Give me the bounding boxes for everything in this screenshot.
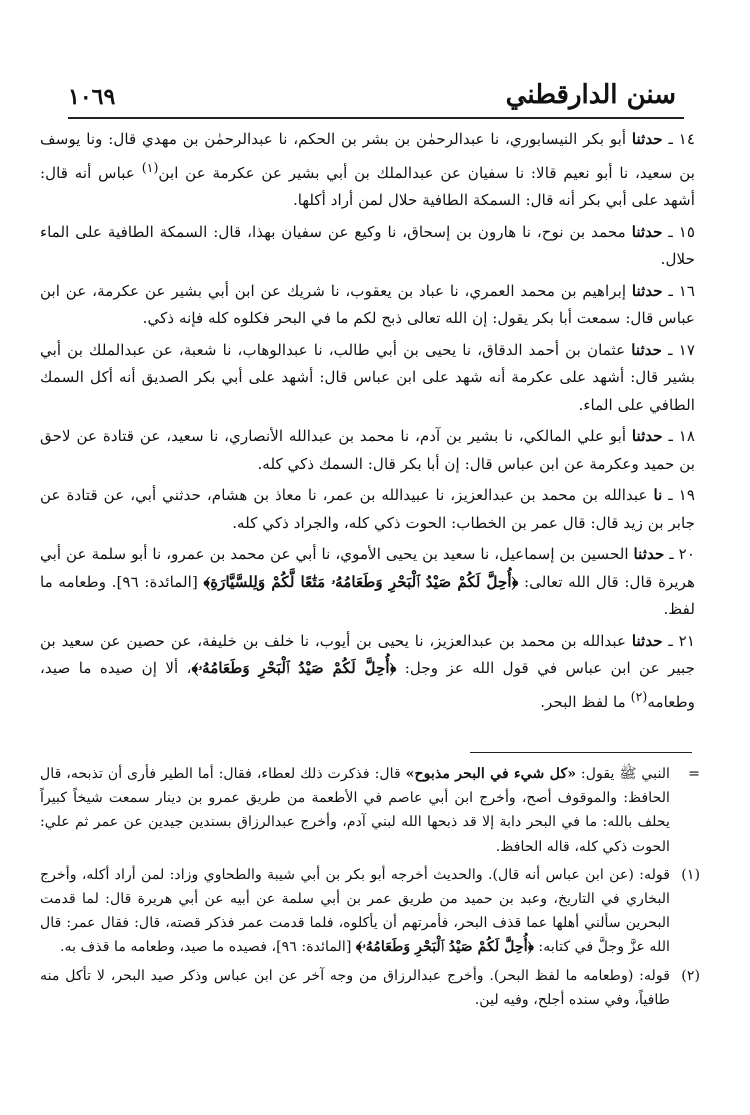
footnote-quote: «كل شيء في البحر مذبوح»	[405, 766, 577, 782]
hadith-text: عباس أنه قال: أشهد على أبي بكر أنه قال: السمكة الطافية حلال لمن أراد أكلها.	[40, 163, 695, 210]
hadith-keyword: حدثنا	[633, 545, 665, 564]
hadith-19: ١٩ ـ نا عبدالله بن محمد بن عبدالعزيز، نا عبيدالله بن عمر، نا معاذ بن هشام، حدثني أبي، عن قتادة عن جابر بن زيد قال: قال عمر بن الخطاب: الحوت ذكي كله، والجراد ذكي كله.	[40, 486, 695, 532]
hadith-number: ٢٠	[678, 545, 695, 564]
hadith-number: ١٤	[678, 130, 695, 148]
hadith-17: ١٧ ـ حدثنا عثمان بن أحمد الدقاق، نا يحيى بن أبي طالب، نا عبدالوهاب، نا شعبة، عن عبدالملك بن أبي بشير قال: أشهد على عكرمة أنه شهد على ابن عباس قال: أشهد على أبي بكر الصديق أنه أكل السمك الطافي على الماء.	[40, 340, 695, 414]
footnote-marker: =	[688, 766, 700, 782]
footnotes	[40, 762, 700, 1016]
quran-verse: ﴿أُحِلَّ لَكُمْ صَيْدُ ٱلْبَحْرِ وَطَعَامُهُۥ﴾	[355, 939, 534, 956]
hadith-20: ٢٠ ـ حدثنا الحسين بن إسماعيل، نا سعيد بن يحيى الأموي، نا أبي عن محمد بن عمرو، نا أبو سلمة عن أبي هريرة قال: قال الله تعالى: ﴿أُحِلَّ لَكُمْ صَيْدُ ٱلْبَحْرِ وَطَعَامُهُۥ مَتَٰعًا لَّكُمْ وَلِلسَّيَّارَةِ﴾ [المائدة: ٩٦]. وطعامه ما لفظ.	[40, 545, 696, 619]
hadith-number: ١٥	[678, 222, 696, 241]
hadith-18: ١٨ ـ حدثنا أبو علي المالكي، نا بشير بن آدم، نا محمد بن عبدالله الأنصاري، نا سعيد، عن قتادة عن لاحق بن حميد وعكرمة عن ابن عباس قال: إن أبا بكر قال: السمك ذكي كله.	[40, 427, 696, 473]
hadith-text: عبدالله بن محمد بن عبدالعزيز، نا عبيدالله بن عمر، نا معاذ بن هشام، حدثني أبي، عن قتادة عن جابر بن زيد قال: قال عمر بن الخطاب: الحوت ذكي كله، والجراد ذكي كله.	[40, 486, 695, 532]
hadith-text: محمد بن نوح، نا هارون بن إسحاق، نا وكيع عن سفيان بهذا، قال: السمكة الطافية على الماء حلال.	[40, 222, 695, 269]
hadith-text: [المائدة: ٩٦]. وطعامه ما لفظ.	[40, 572, 695, 619]
hadith-number: ١٩	[678, 486, 695, 505]
hadith-text: عثمان بن أحمد الدقاق، نا يحيى بن أبي طالب، نا عبدالوهاب، نا شعبة، عن عبدالملك بن أبي بشير قال: أشهد على عكرمة أنه شهد على ابن عباس قال: أشهد على أبي بكر الصديق أنه أكل السمك الطافي على الماء.	[40, 340, 695, 414]
quran-verse: ﴿أُحِلَّ لَكُمْ صَيْدُ ٱلْبَحْرِ وَطَعَامُهُۥ مَتَٰعًا لَّكُمْ وَلِلسَّيَّارَةِ﴾	[203, 572, 519, 591]
hadith-text: أبو بكر النيسابوري، نا عبدالرحمٰن بن بشر بن الحكم، نا عبدالرحمٰن بن مهدي قال: ونا يوسف بن سعيد، نا أبو نعيم قالا: نا سفيان عن عبدالملك بن أبي بشير عن عكرمة عن ابن	[40, 130, 695, 182]
hadith-keyword: حدثنا	[631, 130, 663, 148]
hadith-number: ٢١	[678, 631, 695, 650]
hadith-text: أبو علي المالكي، نا بشير بن آدم، نا محمد بن عبدالله الأنصاري، نا سعيد، عن قتادة عن لاحق بن حميد وعكرمة عن ابن عباس قال: إن أبا بكر قال: السمك ذكي كله.	[40, 427, 695, 473]
footnote-marker: (٢)	[681, 967, 700, 984]
footnote-continued	[40, 762, 700, 859]
hadith-number: ١٨	[678, 427, 696, 446]
hadith-text: إبراهيم بن محمد العمري، نا عباد بن يعقوب، نا شريك عن ابن أبي بشير عن عكرمة، عن ابن عباس قال: سمعت أبا بكر يقول: إن الله تعالى ذبح لكم ما في البحر فكلوه كله فإنه ذكي.	[40, 281, 695, 328]
footnote-text: النبي ﷺ يقول:	[576, 766, 670, 782]
footnote-ref: (٢)	[630, 688, 648, 704]
hadith-keyword: نا	[653, 486, 663, 505]
hadith-14: ١٤ ـ حدثنا أبو بكر النيسابوري، نا عبدالرحمٰن بن بشر بن الحكم، نا عبدالرحمٰن بن مهدي قال: ونا يوسف بن سعيد، نا أبو نعيم قالا: نا سفيان عن عبدالملك بن أبي بشير عن عكرمة عن ابن$^{(١)}$ عباس أنه قال: أشهد على أبي بكر أنه قال: السمكة الطافية حلال لمن أراد أكلها.	[40, 130, 695, 210]
hadith-number: ١٦	[678, 281, 696, 300]
footnote-ref: (١)	[141, 159, 159, 175]
hadith-keyword: حدثنا	[631, 222, 663, 241]
footnote-separator	[470, 752, 692, 753]
footnote-text: قوله: (عن ابن عباس أنه قال). والحديث أخرجه أبو بكر بن أبي شيبة والطحاوي وزاد: لمن أراد أكله، وأخرج البخاري في التاريخ، وعبد بن حميد من طريق عمر بن أبي سلمة عن أبيه عن أبي هريرة قال: لما قدمت البحرين سألني أهلها عما قذف البحر، فأمرتهم أن يأكلوه، فلما قدمت عمر فذكر قصته، قال: فقال عمر: قال الله عزَّ وجلَّ في كتابه:	[40, 866, 670, 956]
page-number: ١٠٦٩	[68, 84, 116, 110]
hadith-21: ٢١ ـ حدثنا عبدالله بن محمد بن عبدالعزيز، نا يحيى بن أيوب، نا خلف بن خليفة، عن حصين عن سعيد بن جبير عن ابن عباس في قول الله عز وجل: ﴿أُحِلَّ لَكُمْ صَيْدُ ٱلْبَحْرِ وَطَعَامُهُۥ﴾، ألا إن صيده ما صيد، وطعامه$^{(٢)}$ ما لفظ البحر.	[40, 631, 695, 711]
hadith-text: ما لفظ البحر.	[540, 692, 631, 711]
hadith-keyword: حدثنا	[631, 281, 663, 300]
footnote-marker: (١)	[681, 866, 700, 883]
footnote-text: قوله: (وطعامه ما لفظ البحر). وأخرج عبدالرزاق من وجه آخر عن ابن عباس وذكر صيد البحر، لا تأكل منه طافياً، وفي سنده أجلح، وفيه لين.	[40, 967, 670, 1008]
running-title: سنن الدارقطني	[505, 80, 676, 110]
footnote-text: قال: فذكرت ذلك لعطاء، فقال: أما الطير فأرى أن تذبحه، قال الحافظ: والموقوف أصح، وأخرج ابن أبي عاصم في الأطعمة من طريق عمرو بن دينار سمعت شيخاً كبيراً يحلف بالله: ما في البحر دابة إلا قد ذبحها الله لبني آدم، وأخرج عبدالرزاق بسندين جيدين عن عمر ثم علي: الحوت ذكي كله، قاله الحافظ.	[40, 766, 670, 855]
page-header	[68, 80, 676, 120]
footnote-text: [المائدة: ٩٦]، فصيده ما صيد، وطعامه ما قذف به.	[60, 939, 356, 956]
hadith-16: ١٦ ـ حدثنا إبراهيم بن محمد العمري، نا عباد بن يعقوب، نا شريك عن ابن أبي بشير عن عكرمة، عن ابن عباس قال: سمعت أبا بكر يقول: إن الله تعالى ذبح لكم ما في البحر فكلوه كله فإنه ذكي.	[40, 281, 696, 328]
hadith-list	[40, 126, 695, 720]
footnote-1	[40, 863, 700, 960]
hadith-text: الحسين بن إسماعيل، نا سعيد بن يحيى الأموي، نا أبي عن محمد بن عمرو، نا أبو سلمة عن أبي هريرة قال: قال الله تعالى:	[40, 545, 696, 591]
hadith-keyword: حدثنا	[631, 427, 663, 446]
hadith-keyword: حدثنا	[631, 340, 663, 359]
hadith-keyword: حدثنا	[631, 631, 663, 650]
quran-verse: ﴿أُحِلَّ لَكُمْ صَيْدُ ٱلْبَحْرِ وَطَعَامُهُۥ﴾	[191, 659, 397, 678]
hadith-text: عبدالله بن محمد بن عبدالعزيز، نا يحيى بن أيوب، نا خلف بن خليفة، عن حصين عن سعيد بن جبير عن ابن عباس في قول الله عز وجل:	[40, 631, 695, 678]
header-rule	[68, 117, 684, 119]
hadith-number: ١٧	[678, 340, 695, 359]
hadith-text: ، ألا إن صيده ما صيد، وطعامه	[40, 659, 695, 711]
hadith-15: ١٥ ـ حدثنا محمد بن نوح، نا هارون بن إسحاق، نا وكيع عن سفيان بهذا، قال: السمكة الطافية على الماء حلال.	[40, 222, 696, 269]
footnote-2	[40, 964, 700, 1012]
